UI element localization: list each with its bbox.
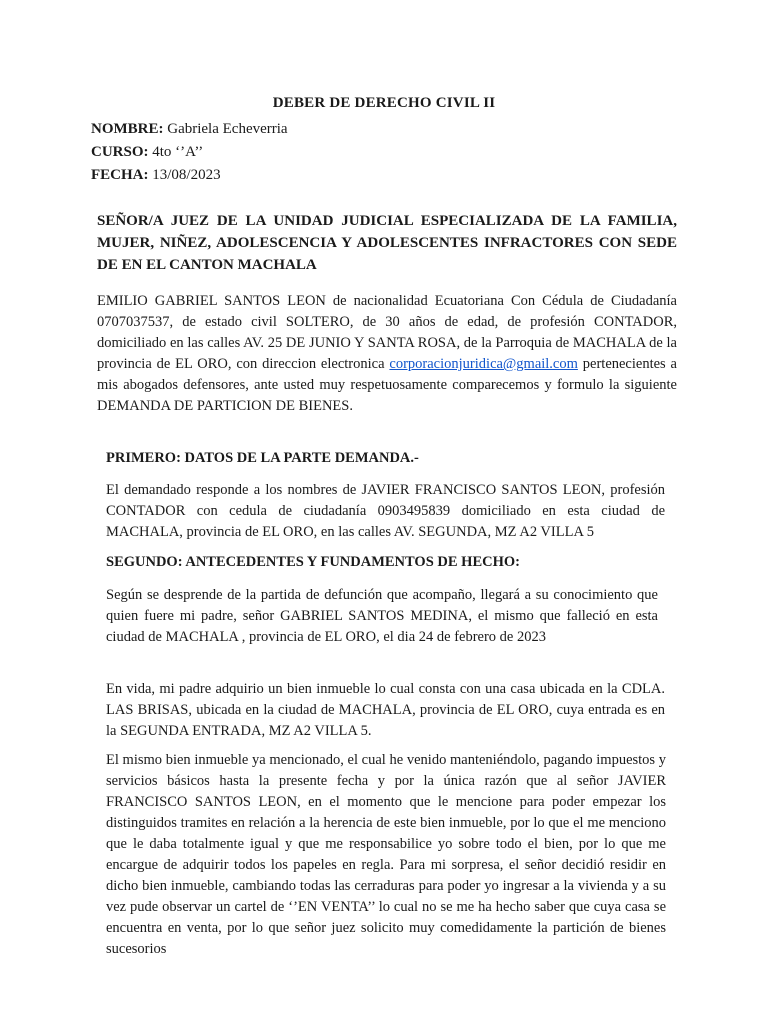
- segundo-heading: SEGUNDO: ANTECEDENTES Y FUNDAMENTOS DE HECHO:: [106, 554, 520, 570]
- intro-paragraph: [97, 291, 677, 417]
- fecha-label: FECHA:: [91, 167, 149, 183]
- segundo-paragraph-3: El mismo bien inmueble ya mencionado, el cual he venido manteniéndolo, pagando impuestos y servicios básicos hasta la presente fecha y por la única razón que al señor JAVIER FRANCISCO SANTOS LEON, en el momento que le mencione para poder empezar los distinguidos tramites en relación a la herencia de este bien inmueble, por lo que el me menciono que le daba totalmente igual y que me responsabilice yo sobre todo el bien, por lo que me encargue de adquirir todos los papeles en regla. Para mi sorpresa, el señor decidió residir en dicho bien inmueble, cambiando todas las cerraduras para poder yo ingresar a la vivienda y a su vez pude observar un cartel de ‘’EN VENTA’’ lo cual no se me ha hecho saber que cuya casa se encuentra en venta, por lo que señor juez solicito muy comedidamente la partición de bienes sucesorios: [106, 752, 666, 957]
- curso-value: 4to ‘’A’’: [148, 144, 204, 160]
- intro-text-start: EMILIO GABRIEL SANTOS LEON de nacionalidad Ecuatoriana Con Cédula de Ciudadanía 0707037537, de estado civil SOLTERO, de 30 años de edad, de profesión CONTADOR, domiciliado en las calles AV. 25 DE JUNIO Y SANTA ROSA, de la Parroquia de MACHALA de la provincia de EL ORO, con direccion electronica: [97, 293, 677, 372]
- curso-line: [91, 144, 203, 161]
- document-title: DEBER DE DERECHO CIVIL II: [272, 95, 496, 111]
- fecha-line: [91, 167, 221, 184]
- email-link[interactable]: corporacionjuridica@gmail.com: [389, 356, 578, 372]
- intro-text-end: pertenecientes a mis abogados defensores, ante usted muy respetuosamente comparecemos y formulo la siguiente DEMANDA DE PARTICION DE BIENES.: [97, 356, 677, 414]
- fecha-value: 13/08/2023: [148, 167, 221, 183]
- primero-paragraph: El demandado responde a los nombres de JAVIER FRANCISCO SANTOS LEON, profesión CONTADOR con cedula de ciudadanía 0903495839 domiciliado en esta ciudad de MACHALA, provincia de EL ORO, en las calles AV. SEGUNDA, MZ A2 VILLA 5: [106, 482, 665, 540]
- nombre-line: [91, 121, 288, 138]
- nombre-label: NOMBRE:: [91, 121, 164, 137]
- segundo-paragraph-2: En vida, mi padre adquirio un bien inmueble lo cual consta con una casa ubicada en la CDLA. LAS BRISAS, ubicada en la ciudad de MACHALA, provincia de EL ORO, cuya entrada es en la SEGUNDA ENTRADA, MZ A2 VILLA 5.: [106, 681, 665, 739]
- curso-label: CURSO:: [91, 144, 149, 160]
- primero-heading: PRIMERO: DATOS DE LA PARTE DEMANDA.-: [106, 450, 419, 466]
- segundo-paragraph-1: Según se desprende de la partida de defunción que acompaño, llegará a su conocimiento que quien fuere mi padre, señor GABRIEL SANTOS MEDINA, el mismo que falleció en esta ciudad de MACHALA , provincia de EL ORO, el dia 24 de febrero de 2023: [106, 587, 658, 645]
- nombre-value: Gabriela Echeverria: [163, 121, 288, 137]
- addressee-block: SEÑOR/A JUEZ DE LA UNIDAD JUDICIAL ESPECIALIZADA DE LA FAMILIA, MUJER, NIÑEZ, ADOLESCENCIA Y ADOLESCENTES INFRACTORES CON SEDE DE EN EL CANTON MACHALA: [97, 213, 677, 273]
